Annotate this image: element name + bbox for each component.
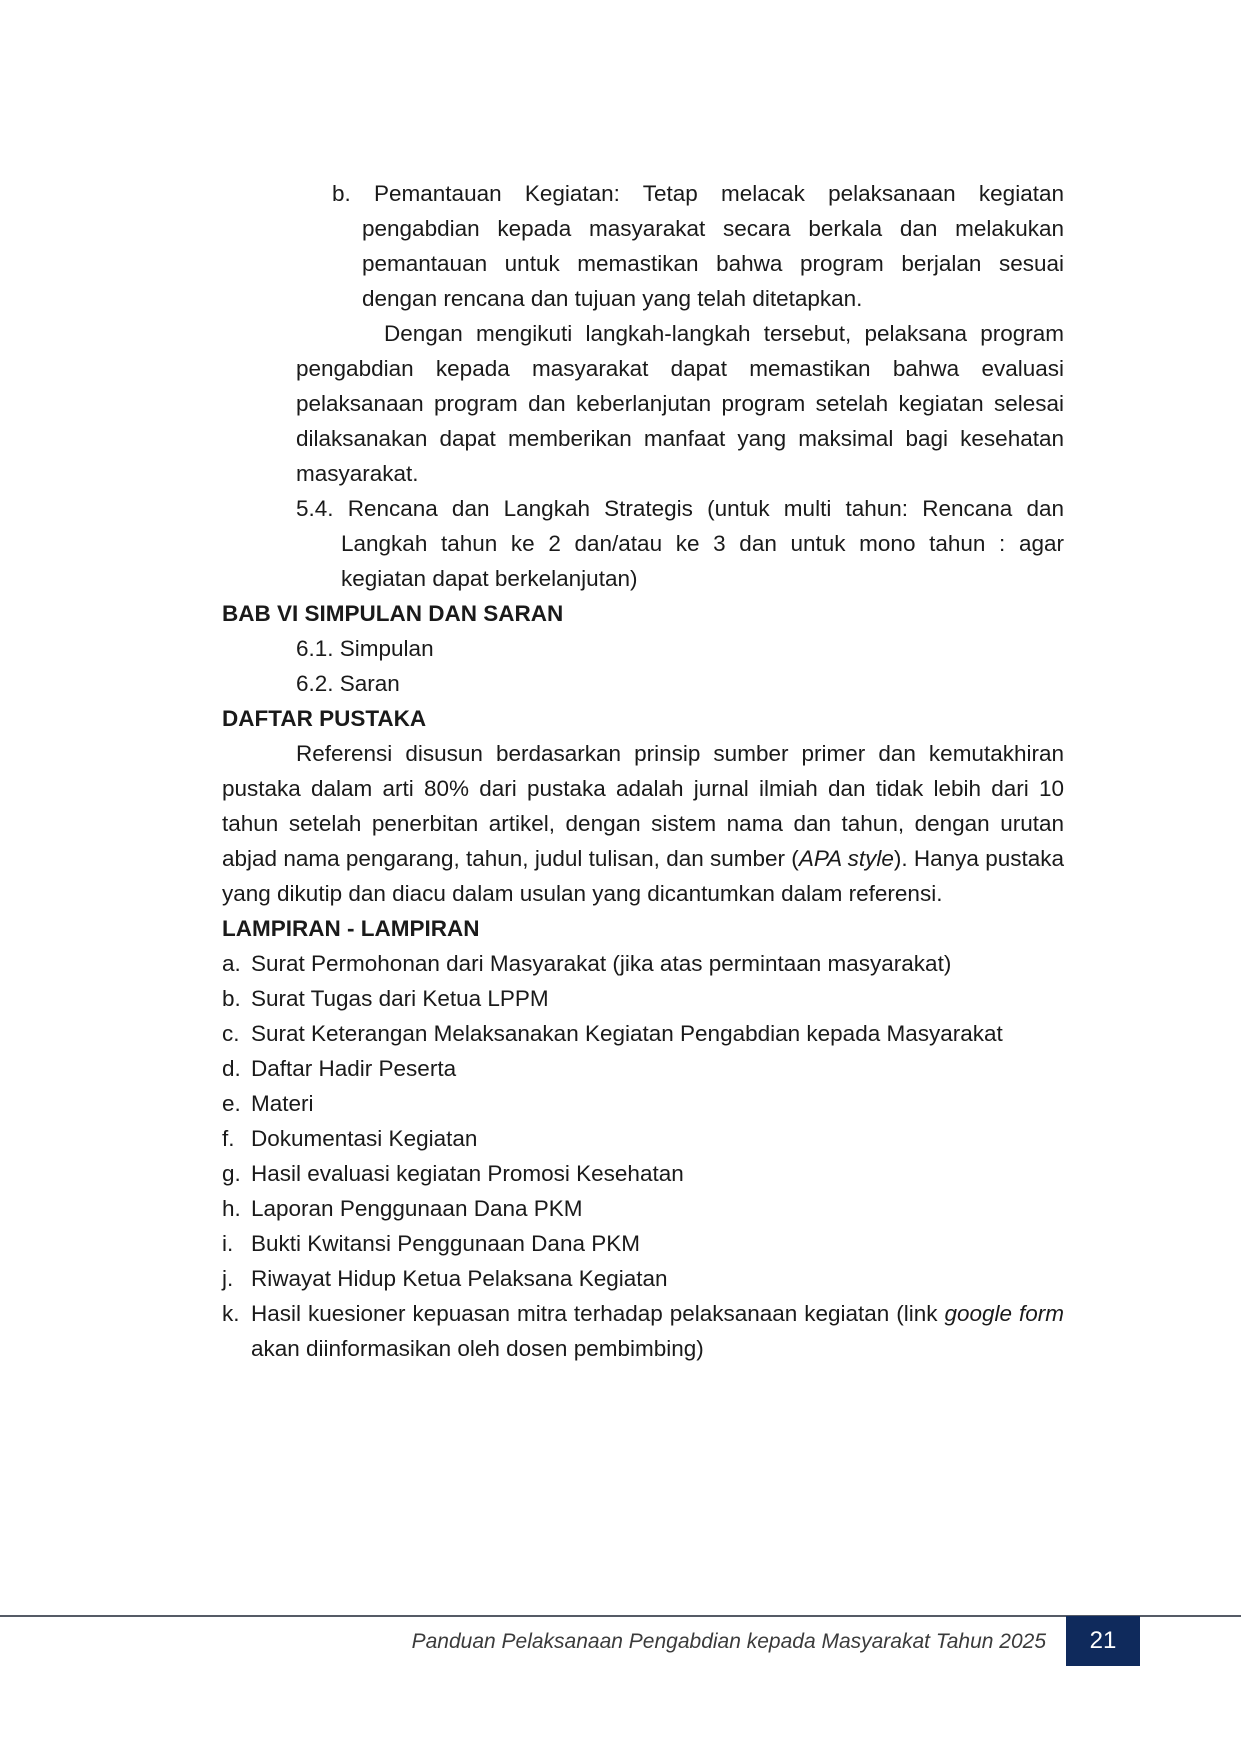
pustaka-text-before: Referensi disusun berdasarkan prinsip sumber primer dan kemutakhiran pustaka dalam arti 80% dari pustaka adalah jurnal ilmiah dan tidak lebih dari 10 tahun setelah penerbitan artikel, dengan sistem nama dan tahun, dengan urutan abjad nama pengarang, tahun, judul tulisan, dan sumber (: [222, 741, 1064, 871]
list-item-text: Materi: [251, 1091, 314, 1116]
list-marker: d.: [222, 1056, 241, 1081]
page-number: 21: [1089, 1627, 1117, 1654]
footer-divider: [0, 1615, 1241, 1617]
list-item: [222, 1016, 1064, 1051]
list-item: [222, 1156, 1064, 1191]
lampiran-list: [222, 946, 1064, 1366]
subsection-6-1: 6.1. Simpulan: [296, 636, 434, 661]
list-item: [222, 946, 1064, 981]
list-marker: a.: [222, 951, 241, 976]
list-item-text: Riwayat Hidup Ketua Pelaksana Kegiatan: [251, 1266, 668, 1291]
daftar-pustaka-paragraph: [222, 736, 1064, 911]
list-item-text: Surat Keterangan Melaksanakan Kegiatan Pengabdian kepada Masyarakat: [251, 1021, 1003, 1046]
daftar-pustaka-heading: DAFTAR PUSTAKA: [222, 706, 427, 731]
section-5-4: 5.4. Rencana dan Langkah Strategis (untuk multi tahun: Rencana dan Langkah tahun ke 2 dan/atau ke 3 dan untuk mono tahun : agar kegiatan dapat berkelanjutan): [296, 496, 1064, 591]
list-marker: b.: [332, 181, 351, 206]
page-content: [222, 176, 1064, 1366]
list-item-text: Laporan Penggunaan Dana PKM: [251, 1196, 583, 1221]
footer-title: Panduan Pelaksanaan Pengabdian kepada Masyarakat Tahun 2025: [411, 1630, 1046, 1653]
list-item-text: Daftar Hadir Peserta: [251, 1056, 457, 1081]
list-marker: g.: [222, 1161, 241, 1186]
list-item: [222, 1226, 1064, 1261]
apa-style-text: APA style: [798, 846, 894, 871]
list-marker: e.: [222, 1091, 241, 1116]
list-item: [222, 1086, 1064, 1121]
list-marker: f.: [222, 1126, 235, 1151]
pustaka-text-after: ). Hanya pustaka yang dikutip dan diacu dalam usulan yang dicantumkan dalam referensi.: [222, 846, 1065, 906]
page-number-badge: [1066, 1616, 1140, 1666]
list-marker: b.: [222, 986, 241, 1011]
list-item: [222, 1261, 1064, 1296]
lampiran-heading: LAMPIRAN - LAMPIRAN: [222, 916, 480, 941]
list-item-b-pemantauan: [278, 176, 1064, 316]
list-item-text: Surat Tugas dari Ketua LPPM: [251, 986, 549, 1011]
list-item-text: Dokumentasi Kegiatan: [251, 1126, 478, 1151]
list-marker: j.: [222, 1266, 234, 1291]
bab-vi-heading: BAB VI SIMPULAN DAN SARAN: [222, 601, 564, 626]
subsection-6-2: 6.2. Saran: [296, 671, 400, 696]
list-marker: k.: [222, 1301, 240, 1326]
list-item-text: Bukti Kwitansi Penggunaan Dana PKM: [251, 1231, 640, 1256]
list-item: [222, 1121, 1064, 1156]
list-item: [222, 981, 1064, 1016]
list-marker: c.: [222, 1021, 240, 1046]
list-item-text: Hasil kuesioner kepuasan mitra terhadap pelaksanaan kegiatan (link: [251, 1301, 945, 1326]
list-item-text-after: akan diinformasikan oleh dosen pembimbing): [251, 1336, 704, 1361]
list-item-k: [222, 1296, 1064, 1366]
list-item: [222, 1051, 1064, 1086]
list-item-text: Surat Permohonan dari Masyarakat (jika atas permintaan masyarakat): [251, 951, 952, 976]
list-item: [222, 1191, 1064, 1226]
list-marker: h.: [222, 1196, 241, 1221]
google-form-text: google form: [944, 1301, 1064, 1326]
closing-paragraph: Dengan mengikuti langkah-langkah tersebut, pelaksana program pengabdian kepada masyarakat dapat memastikan bahwa evaluasi pelaksanaan program dan keberlanjutan program setelah kegiatan selesai dilaksanakan dapat memberikan manfaat yang maksimal bagi kesehatan masyarakat.: [296, 321, 1064, 486]
list-marker: i.: [222, 1231, 234, 1256]
list-item-text: Hasil evaluasi kegiatan Promosi Kesehatan: [251, 1161, 684, 1186]
list-item-text: Pemantauan Kegiatan: Tetap melacak pelaksanaan kegiatan pengabdian kepada masyarakat secara berkala dan melakukan pemantauan untuk memastikan bahwa program berjalan sesuai dengan rencana dan tujuan yang telah ditetapkan.: [362, 181, 1064, 311]
